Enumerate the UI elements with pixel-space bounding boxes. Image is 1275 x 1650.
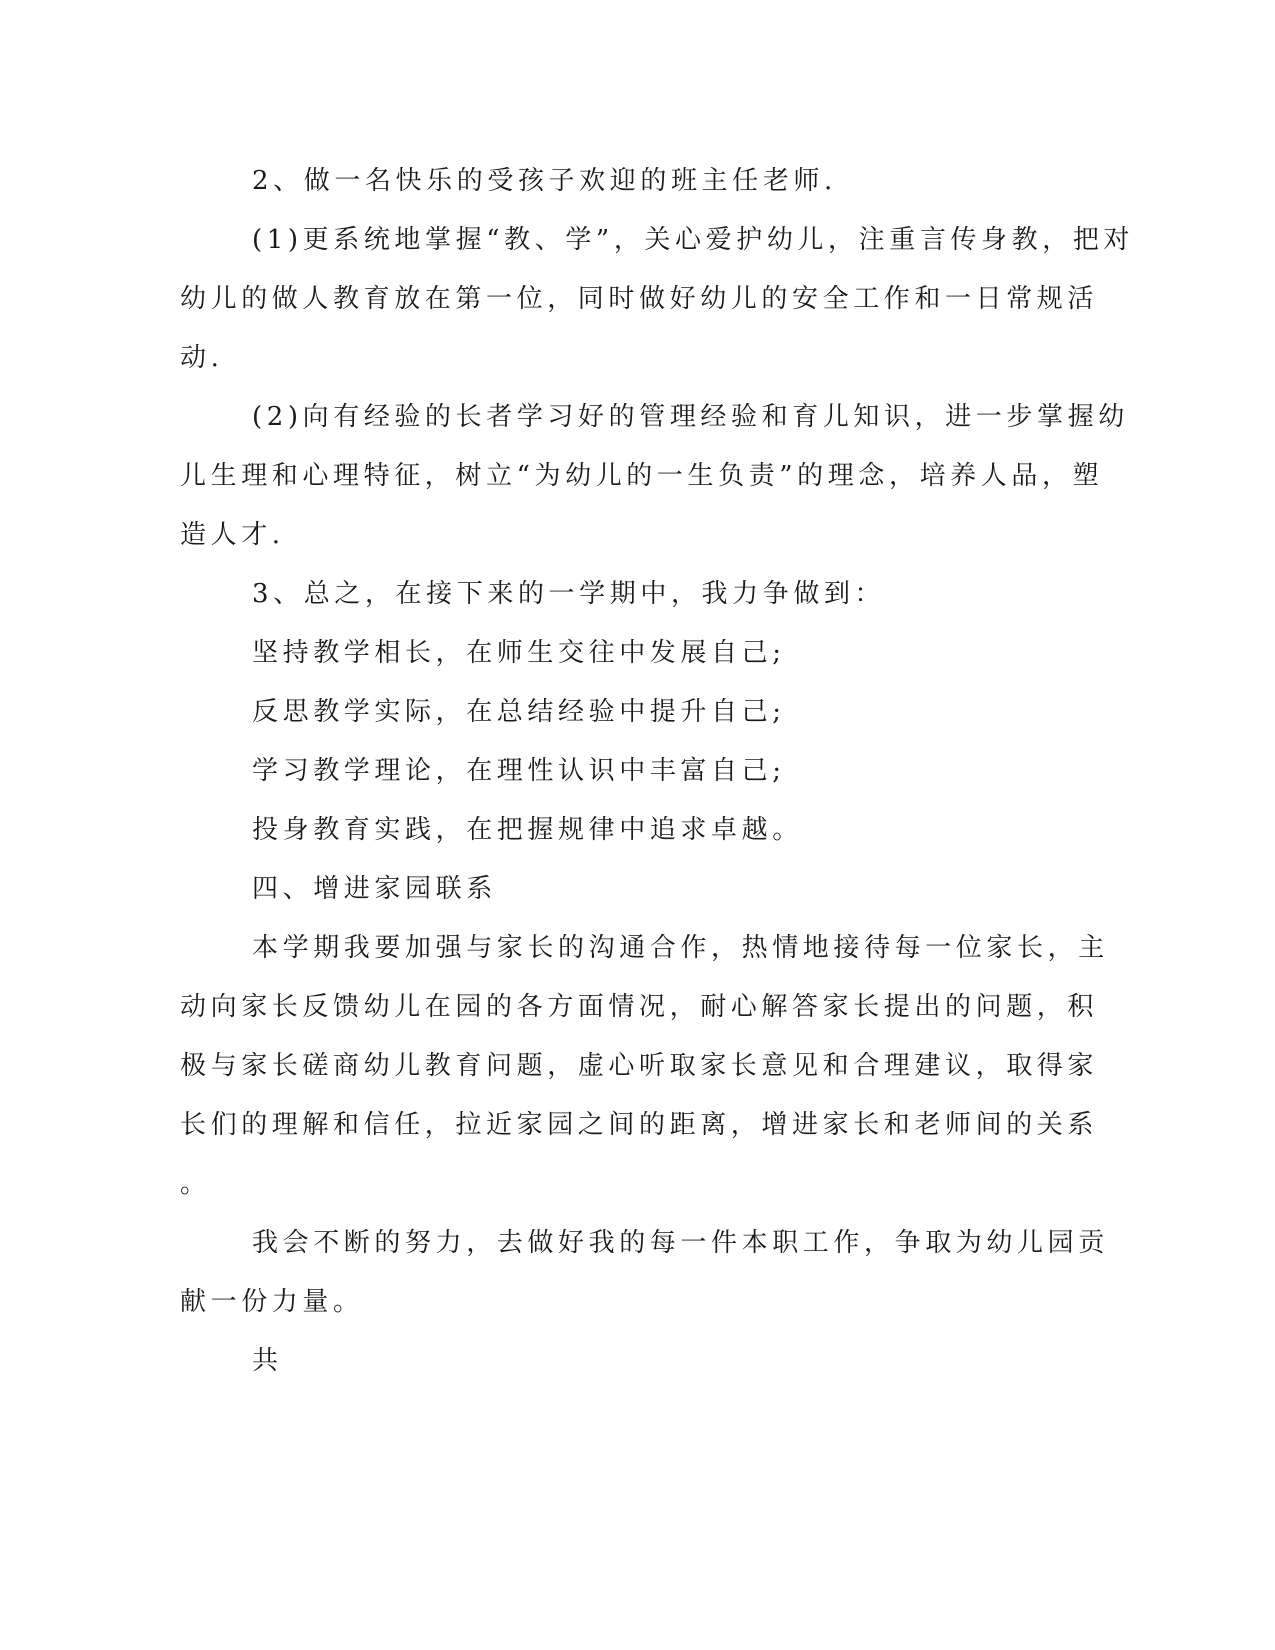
text-line: 反思教学实际，在总结经验中提升自己; [252, 697, 786, 727]
text-line: 动向家长反馈幼儿在园的各方面情况，耐心解答家长提出的问题，积 [180, 992, 1099, 1022]
text-line: 献一份力量。 [180, 1287, 364, 1317]
text-line: 。 [180, 1169, 211, 1199]
text-line: 学习教学理论，在理性认识中丰富自己; [252, 756, 786, 786]
text-line: 造人才. [180, 520, 285, 550]
text-line: 3、总之，在接下来的一学期中，我力争做到： [252, 579, 886, 609]
text-line: 共 [252, 1346, 283, 1376]
text-line: 幼儿的做人教育放在第一位，同时做好幼儿的安全工作和一日常规活 [180, 284, 1099, 314]
text-line: 2、做一名快乐的受孩子欢迎的班主任老师. [252, 166, 837, 196]
section-heading: 四、增进家园联系 [252, 874, 497, 904]
text-line: 投身教育实践，在把握规律中追求卓越。 [252, 815, 803, 845]
text-line: (1)更系统地掌握“教、学”，关心爱护幼儿，注重言传身教，把对 [252, 225, 1135, 255]
text-line: 本学期我要加强与家长的沟通合作，热情地接待每一位家长，主 [252, 933, 1109, 963]
text-line: 我会不断的努力，去做好我的每一件本职工作，争取为幼儿园贡 [252, 1228, 1109, 1258]
text-line: 儿生理和心理特征，树立“为幼儿的一生负责”的理念，培养人品，塑 [180, 461, 1104, 491]
text-line: 坚持教学相长，在师生交往中发展自己; [252, 638, 786, 668]
text-line: 动. [180, 343, 224, 373]
text-line: 极与家长磋商幼儿教育问题，虚心听取家长意见和合理建议，取得家 [180, 1051, 1099, 1081]
text-line: 长们的理解和信任，拉近家园之间的距离，增进家长和老师间的关系 [180, 1110, 1099, 1140]
text-line: (2)向有经验的长者学习好的管理经验和育儿知识，进一步掌握幼 [252, 402, 1129, 432]
